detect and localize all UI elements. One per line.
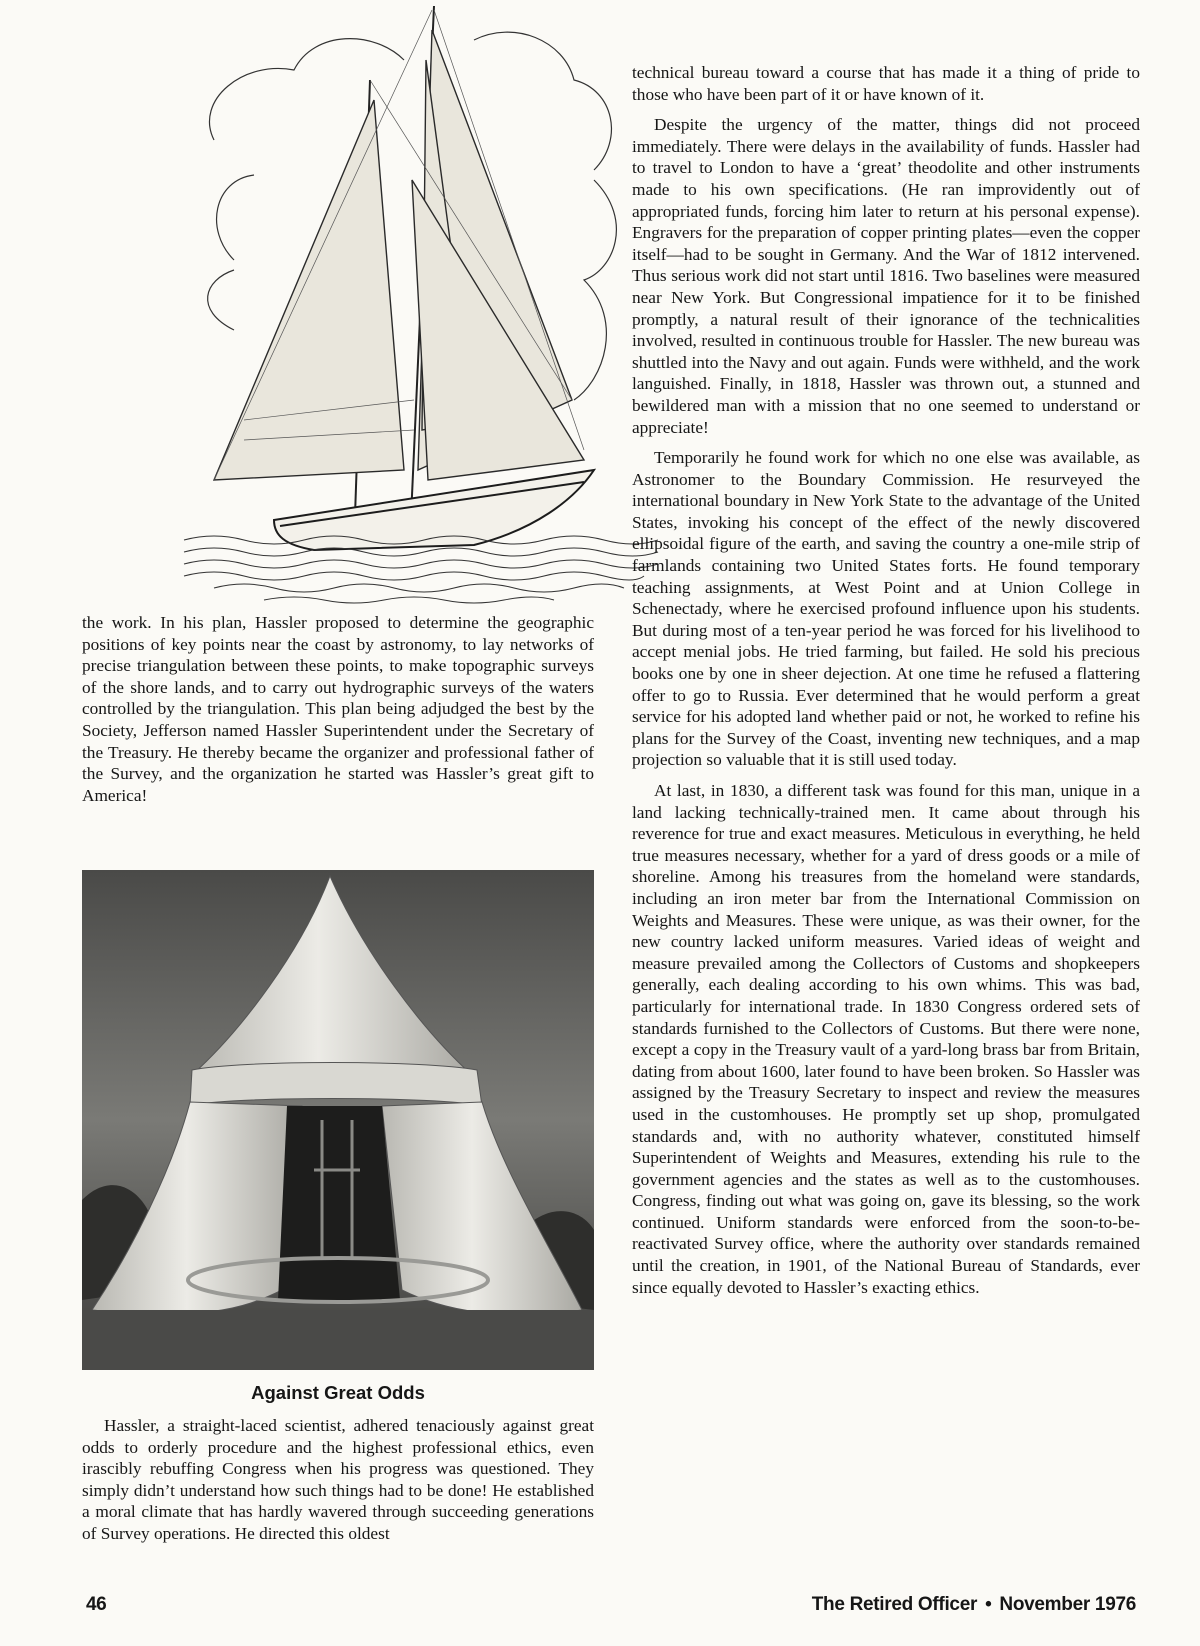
- body-paragraph: Despite the urgency of the matter, things did not proceed immediately. There were delays in the availability of funds. Hassler had to travel to London to have a ‘great’ theodolite and other instruments made to his own specifications. (He ran improvidently out of appropriated funds, forcing him later to return at his personal expense). Engravers for the preparation of copper printing plates—even the copper itself—had to be sought in Germany. And the War of 1812 intervened. Thus serious work did not start until 1816. Two baselines were measured near New York. But Congressional impatience for it to be finished promptly, a natural result of their ignorance of the technicalities involved, resulted in continuous trouble for Hassler. The new bureau was shuttled into the Navy and out again. Funds were withheld, and the work languished. Finally, in 1818, Hassler was thrown out, a stunned and bewildered man with a mission that no one seemed to understand or appreciate!: [632, 115, 1140, 437]
- observation-tent-photo: [82, 870, 594, 1370]
- body-paragraph: the work. In his plan, Hassler proposed to determine the geographic positions of key points near the coast by astronomy, to lay networks of precise triangulation between these points, to make topographic surveys of the shore lands, and to carry out hydrographic surveys of the waters controlled by the triangulation. This plan being adjudged the best by the Society, Jefferson named Hassler Superintendent under the Secretary of the Treasury. He thereby became the organizer and professional father of the Survey, and the organization he started was Hassler’s great gift to America!: [82, 613, 594, 805]
- schooner-ship-illustration: [174, 0, 658, 612]
- section-heading: Against Great Odds: [251, 1382, 425, 1403]
- body-paragraph: technical bureau toward a course that has made it a thing of pride to those who have been part of it or have known of it.: [632, 63, 1140, 104]
- body-paragraph: Hassler, a straight-laced scientist, adhered tenaciously against great odds to orderly procedure and the highest professional ethics, even irascibly rebuffing Congress when his progress was questioned. They simply didn’t understand how such things had to be done! He established a moral climate that has hardly wavered through succeeding generations of Survey operations. He directed this oldest: [82, 1416, 594, 1543]
- footer-masthead: [812, 1594, 1136, 1616]
- publication-name: The Retired Officer: [811, 1594, 978, 1615]
- body-paragraph: At last, in 1830, a different task was found for this man, unique in a land lacking technically-trained men. It came about through his reverence for true and exact measures. Meticulous in everything, he held true measures necessary, whether for a yard of dress goods or a mile of shoreline. Among his treasures from the homeland were standards, including an iron meter bar from the International Commission on Weights and Measures. These were unique, as was their owner, for the new country lacked uniform measures. Varied ideas of weight and measure prevailed among the Collectors of Customs and shopkeepers generally, each dealing according to his own whims. This was bad, particularly for international trade. In 1830 Congress ordered sets of standards furnished to the Collectors of Customs. But there were none, except a copy in the Treasury vault of a yard-long brass bar from Britain, dating from about 1600, later found to have been broken. So Hassler was assigned by the Treasury Secretary to inspect and review the measures used in the customhouses. He promptly set up shop, promulgated standards and, with no authority whatever, constituted himself Superintendent of Weights and Measures, extending his rule to the government agencies and the states as well as to the customhouses. Congress, finding out what was going on, gave its blessing, so the work continued. Uniform standards were enforced from the soon-to-be-reactivated Survey office, where the authority over standards remained until the creation, in 1901, of the National Bureau of Standards, ever since equally devoted to Hassler’s exacting ethics.: [632, 781, 1140, 1297]
- body-paragraph: Temporarily he found work for which no one else was available, as Astronomer to the Boundary Commission. He resurveyed the international boundary in New York State to the advantage of the United States, invoking his concept of the effect of the newly discovered ellipsoidal figure of the earth, and saving the country a one-mile strip of farmlands containing two United States forts. He found temporary teaching assignments, at West Point and at Union College in Schenectady, where he exercised profound influence upon his students. But during most of a ten-year period he was forced for his livelihood to accept menial jobs. He tried farming, but failed. He sold his precious books one by one in sheer dejection. At one time he refused a flattering offer to go to Russia. Ever determined that he would perform a great service for his adopted land whether paid or not, he worked to refine his plans for the Survey of the Coast, inventing new techniques, and a map projection so valuable that it is still used today.: [632, 448, 1140, 770]
- bullet-separator: •: [985, 1594, 992, 1615]
- issue-date: November 1976: [999, 1594, 1136, 1615]
- right-column: [632, 62, 1140, 1298]
- page-number: 46: [86, 1594, 107, 1615]
